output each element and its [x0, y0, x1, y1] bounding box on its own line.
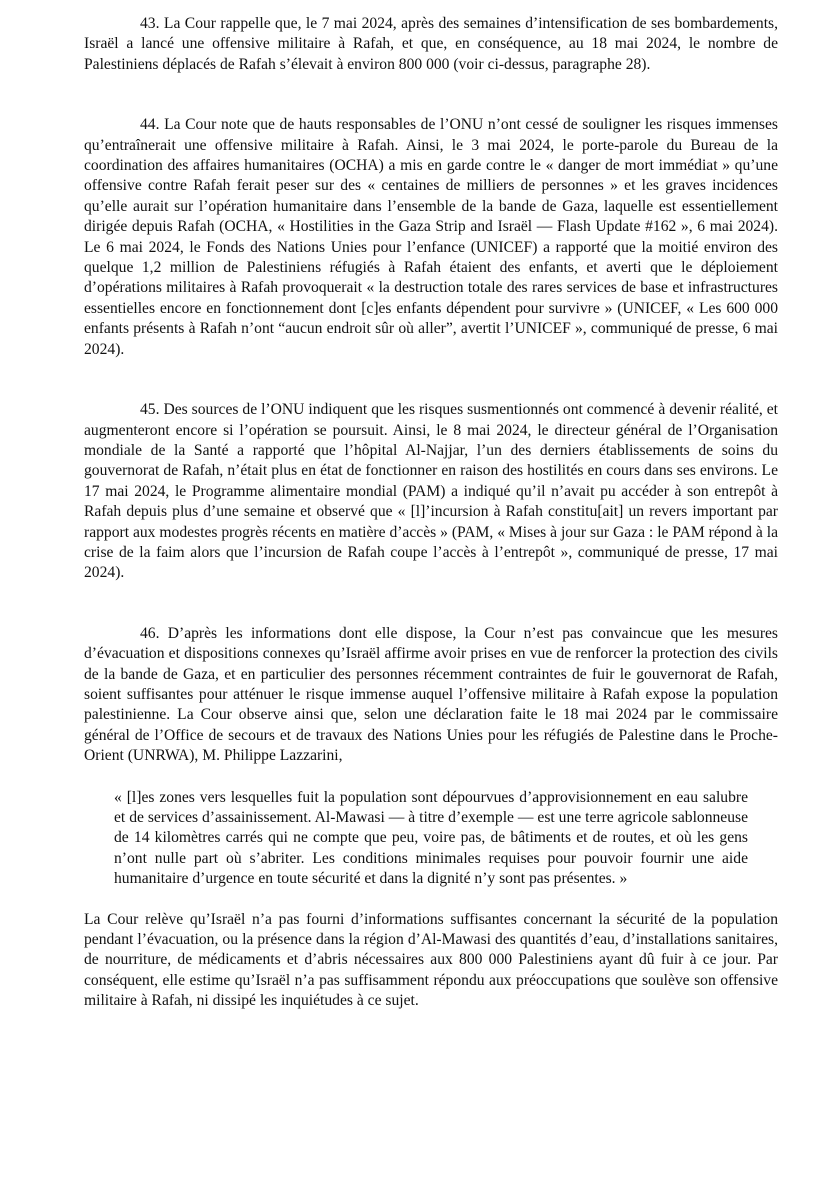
paragraph-46: 46. D’après les informations dont elle dispose, la Cour n’est pas convaincue que les mesures d’évacuation et dispositions connexes qu’Israël affirme avoir prises en vue de renforcer la protection des civils de la bande de Gaza, et en particulier des personnes récemment contraintes de fuir le gouvernorat de Rafah, soient suffisantes pour atténuer le risque immense auquel l’offensive militaire à Rafah expose la population palestinienne. La Cour observe ainsi que, selon une déclaration faite le 18 mai 2024 par le commissaire général de l’Office de secours et de travaux des Nations Unies pour les réfugiés de Palestine dans le Proche-Orient (UNRWA), M. Philippe Lazzarini, — [84, 624, 778, 765]
paragraph-44: 44. La Cour note que de hauts responsables de l’ONU n’ont cessé de souligner les risques immenses qu’entraînerait une offensive militaire à Rafah. Ainsi, le 3 mai 2024, le porte-parole du Bureau de la coordination des affaires humanitaires (OCHA) a mis en garde contre le « danger de mort immédiat » qu’une offensive contre Rafah ferait peser sur des « centaines de milliers de personnes » et les graves incidences qu’elle aurait sur l’opération humanitaire dans l’ensemble de la bande de Gaza, laquelle est essentiellement dirigée depuis Rafah (OCHA, « Hostilities in the Gaza Strip and Israël — Flash Update #162 », 6 mai 2024). Le 6 mai 2024, le Fonds des Nations Unies pour l’enfance (UNICEF) a rapporté que la moitié environ des quelque 1,2 million de Palestiniens réfugiés à Rafah étaient des enfants, et averti que le déploiement d’opérations militaires à Rafah provoquerait « la destruction totale des rares services de base et infrastructures essentielles encore en fonctionnement dont [c]es enfants dépendent pour survivre » (UNICEF, « Les 600 000 enfants présents à Rafah n’ont “aucun endroit sûr où aller”, avertit l’UNICEF », communiqué de presse, 6 mai 2024). — [84, 116, 778, 358]
paragraph-46-continuation: La Cour relève qu’Israël n’a pas fourni d’informations suffisantes concernant la sécurité de la population pendant l’évacuation, ou la présence dans la région d’Al-Mawasi des quantités d’eau, d’installations sanitaires, de nourriture, de médicaments et d’abris nécessaires aux 800 000 Palestiniens ayant dû fuir à ce jour. Par conséquent, elle estime qu’Israël n’a pas suffisamment répondu aux préoccupations que soulève son offensive militaire à Rafah, ni dissipé les inquiétudes à ce sujet. — [84, 910, 778, 1010]
paragraph-45: 45. Des sources de l’ONU indiquent que les risques susmentionnés ont commencé à devenir réalité, et augmenteront encore si l’opération se poursuit. Ainsi, le 8 mai 2024, le directeur général de l’Organisation mondiale de la Santé a rapporté que l’hôpital Al-Najjar, l’un des derniers établissements de soins du gouvernorat de Rafah, n’était plus en état de fonctionner en raison des hostilités en cours dans ses environs. Le 17 mai 2024, le Programme alimentaire mondial (PAM) a indiqué qu’il n’avait pu accéder à son entrepôt à Rafah depuis plus d’une semaine et observé que « [l]’incursion à Rafah constitu[ait] un revers important par rapport aux modestes progrès récents en matière d’accès » (PAM, « Mises à jour sur Gaza : le PAM répond à la crise de la faim alors que l’incursion de Rafah coupe l’accès à l’entrepôt », communiqué de presse, 17 mai 2024). — [84, 401, 778, 582]
block-quote: « [l]es zones vers lesquelles fuit la population sont dépourvues d’approvisionnement en eau salubre et de services d’assainissement. Al-Mawasi — à titre d’exemple — est une terre agricole sablonneuse de 14 kilomètres carrés qui ne compte que peu, voire pas, de bâtiments et de routes, et où les gens n’ont nulle part où s’abriter. Les conditions minimales requises pour pouvoir fournir une aide humanitaire d’urgence en toute sécurité et dans la dignité n’y sont pas présentes. » — [114, 788, 748, 888]
paragraph-43: 43. La Cour rappelle que, le 7 mai 2024, après des semaines d’intensification de ses bombardements, Israël a lancé une offensive militaire à Rafah, et que, en conséquence, au 18 mai 2024, le nombre de Palestiniens déplacés de Rafah s’élevait à environ 800 000 (voir ci-dessus, paragraphe 28). — [84, 15, 778, 73]
